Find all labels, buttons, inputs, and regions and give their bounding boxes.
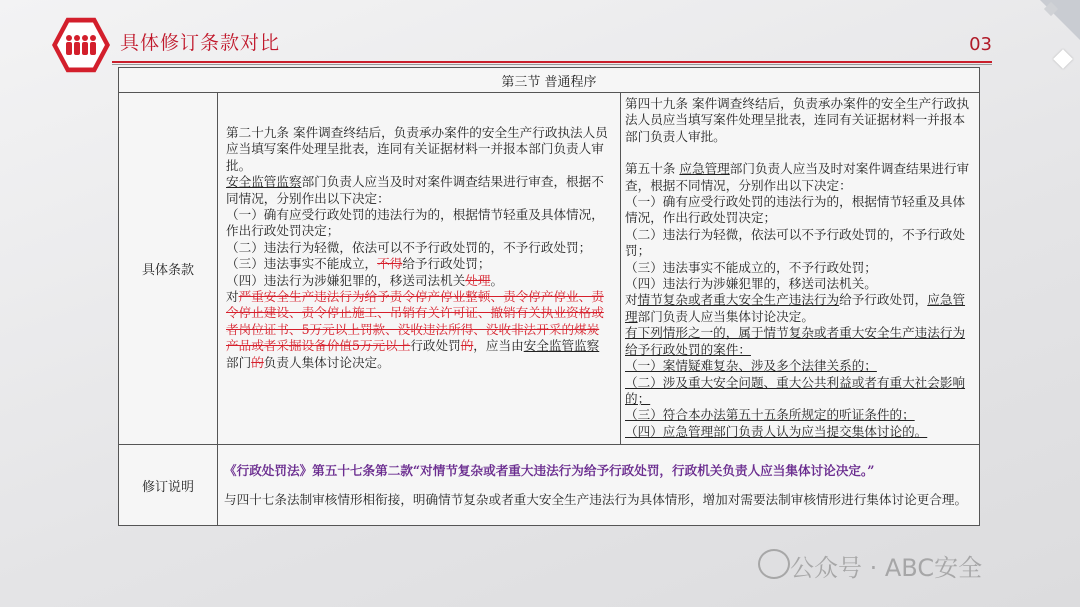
new-paragraph: （三）违法事实不能成立的，不予行政处罚；	[625, 259, 877, 275]
old-paragraph	[226, 174, 608, 207]
new-paragraph-added: （二）涉及重大安全问题、重大公共利益或者有重大社会影响的；	[625, 374, 966, 406]
text-run: 。	[490, 272, 504, 288]
old-article-cell	[218, 93, 621, 445]
old-paragraph	[226, 273, 608, 289]
text-run: 给予行政处罚，	[839, 292, 928, 308]
clause-row	[119, 93, 980, 445]
old-paragraph: （二）违法行为轻微，依法可以不予行政处罚的，不予行政处罚；	[226, 239, 592, 255]
underlined-term: 安全监管监察	[523, 338, 600, 354]
new-article-cell	[621, 93, 980, 445]
header-divider	[112, 61, 992, 63]
new-paragraph	[625, 292, 973, 325]
note-text: 与四十七条法制审核情形相衔接，明确情节复杂或者重大安全生产违法行为具体情形，增加对需要法制审核情形进行集体讨论更合理。	[224, 492, 968, 508]
page-number: 03	[969, 34, 992, 55]
text-run: （四）违法行为涉嫌犯罪的，移送司法机关	[226, 272, 466, 288]
text-run: 行政处罚	[410, 338, 461, 354]
corner-decoration	[1020, 0, 1080, 70]
underlined-term: 应急管理	[625, 292, 966, 324]
new-paragraph-added: （三）符合本办法第五十五条所规定的听证条件的；	[625, 407, 915, 423]
new-paragraph	[625, 161, 973, 194]
text-run: （三）违法事实不能成立，	[226, 256, 378, 272]
revision-note-cell	[218, 445, 980, 526]
text-run: 负责人集体讨论决定。	[263, 354, 390, 370]
new-paragraph: 第四十九条 案件调查终结后，负责承办案件的安全生产行政执法人员应当填写案件处理呈批表，连同有关证据材料一并报本部门负责人审批。	[625, 96, 970, 144]
underlined-term: 应急管理	[679, 161, 730, 177]
deleted-text: 处理	[465, 272, 491, 288]
text-run: 对	[226, 289, 239, 305]
underlined-term: 情节复杂或者重大安全生产违法行为	[637, 292, 840, 308]
deleted-text: 的	[251, 354, 264, 370]
paragraph-gap	[625, 145, 973, 161]
section-title: 第三节 普通程序	[119, 68, 980, 93]
old-paragraph	[226, 256, 608, 272]
watermark: 公众号 · ABC安全	[790, 554, 983, 582]
text-run: 部门负责人应当集体讨论决定。	[637, 308, 814, 324]
new-paragraph: （二）违法行为轻微，依法可以不予行政处罚的，不予行政处罚；	[625, 226, 966, 259]
old-paragraph: 第二十九条 案件调查终结后，负责承办案件的安全生产行政执法人员应当填写案件处理呈批表，连同有关证据材料一并报本部门负责人审批。	[226, 125, 608, 173]
new-paragraph: （四）违法行为涉嫌犯罪的，移送司法机关。	[625, 276, 877, 292]
deleted-text: 严重安全生产违法行为给予责令停产停业整顿、责令停产停业、责令停止建设、责令停止施工、吊销有关许可证、撤销有关执业资格或者岗位证书、5万元以上罚款、没收违法所得、没收非法开采的煤炭产品或者采掘设备价值5万元以上	[226, 289, 604, 354]
row-label-notes: 修订说明	[119, 445, 218, 526]
old-paragraph	[226, 289, 608, 371]
slide-header	[52, 16, 992, 72]
page-title: 具体修订条款对比	[120, 32, 281, 54]
old-paragraph: （一）确有应受行政处罚的违法行为的，根据情节轻重及具体情况，作出行政处罚决定；	[226, 207, 604, 239]
text-run: 部门负责人应当及时对案件调查结果进行审查，根据不同情况，分别作出以下决定：	[226, 174, 604, 206]
deleted-text: 的	[460, 338, 474, 354]
comparison-table	[118, 67, 980, 526]
text-run: 第五十条	[625, 161, 680, 177]
text-run: 部门	[226, 354, 252, 370]
new-paragraph: （一）确有应受行政处罚的违法行为的，根据情节轻重及具体情况，作出行政处罚决定；	[625, 194, 966, 226]
underlined-term: 安全监管监察	[226, 174, 302, 190]
text-run: 对	[625, 292, 638, 308]
new-paragraph-added: （四）应急管理部门负责人认为应当提交集体讨论的。	[625, 423, 928, 439]
section-header-row	[119, 68, 980, 93]
note-quote: 《行政处罚法》第五十七条第二款“对情节复杂或者重大违法行为给予行政处罚，行政机关负责人应当集体讨论决定。”	[224, 462, 875, 478]
text-run: 给予行政处罚；	[402, 256, 491, 272]
new-paragraph-added: （一）案情疑难复杂、涉及多个法律关系的；	[625, 358, 877, 374]
new-paragraph-added: 有下列情形之一的，属于情节复杂或者重大安全生产违法行为给予行政处罚的案件：	[625, 325, 966, 357]
header-divider-shadow	[112, 64, 992, 65]
wechat-icon	[758, 549, 790, 579]
note-row	[119, 445, 980, 526]
text-run: ，应当由	[473, 338, 524, 354]
text-run: 部门负责人应当及时对案件调查结果进行审查，根据不同情况，分别作出以下决定：	[625, 161, 970, 193]
deleted-text: 不得	[377, 256, 403, 272]
people-group-icon	[64, 34, 98, 56]
row-label-clauses: 具体条款	[119, 93, 218, 445]
